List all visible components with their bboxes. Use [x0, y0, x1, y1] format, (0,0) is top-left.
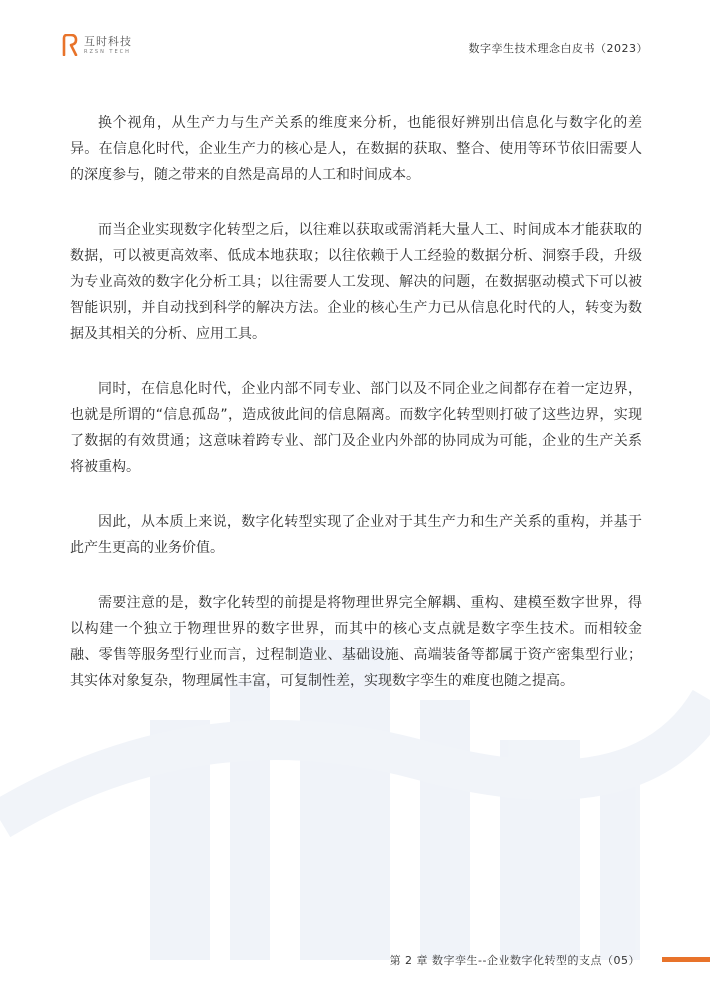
accent-bar: [662, 957, 710, 962]
page-body: [70, 110, 642, 723]
page-header: [0, 0, 710, 70]
paragraph: 同时，在信息化时代，企业内部不同专业、部门以及不同企业之间都存在着一定边界，也就是所谓的“信息孤岛”，造成彼此间的信息隔离。而数字化转型则打破了这些边界，实现了数据的有效贯通；这意味着跨专业、部门及企业内外部的协同成为可能，企业的生产关系将被重构。: [70, 381, 642, 475]
page-footer: [0, 933, 710, 1003]
paragraph: 换个视角，从生产力与生产关系的维度来分析，也能很好辨别出信息化与数字化的差异。在信息化时代，企业生产力的核心是人，在数据的获取、整合、使用等环节依旧需要人的深度参与，随之带来的自然是高昂的人工和时间成本。: [70, 115, 642, 183]
paragraph: 而当企业实现数字化转型之后，以往难以获取或需消耗大量人工、时间成本才能获取的数据，可以被更高效率、低成本地获取；以往依赖于人工经验的数据分析、洞察手段，升级为专业高效的数字化分析工具；以往需要人工发现、解决的问题，在数据驱动模式下可以被智能识别，并自动找到科学的解决方法。企业的核心生产力已从信息化时代的人，转变为数据及其相关的分析、应用工具。: [70, 222, 642, 342]
document-title: 数字孪生技术理念白皮书（2023）: [468, 42, 648, 55]
company-logo: [62, 34, 132, 56]
logo-english-name: RZSN TECH: [84, 48, 131, 55]
chapter-label: 第 2 章 数字孪生--企业数字化转型的支点（05）: [389, 954, 640, 967]
deco-building: [420, 700, 470, 960]
r-logo-icon: [62, 34, 78, 56]
paragraph: 需要注意的是，数字化转型的前提是将物理世界完全解耦、重构、建模至数字世界，得以构建一个独立于物理世界的数字世界，而其中的核心支点就是数字孪生技术。而相较金融、零售等服务型行业而言，过程制造业、基础设施、高端装备等都属于资产密集型行业；其实体对象复杂，物理属性丰富，可复制性差，实现数字孪生的难度也随之提高。: [70, 595, 642, 689]
paragraph: 因此，从本质上来说，数字化转型实现了企业对于其生产力和生产关系的重构，并基于此产生更高的业务价值。: [70, 514, 642, 556]
logo-chinese-name: 互时科技: [84, 34, 132, 48]
